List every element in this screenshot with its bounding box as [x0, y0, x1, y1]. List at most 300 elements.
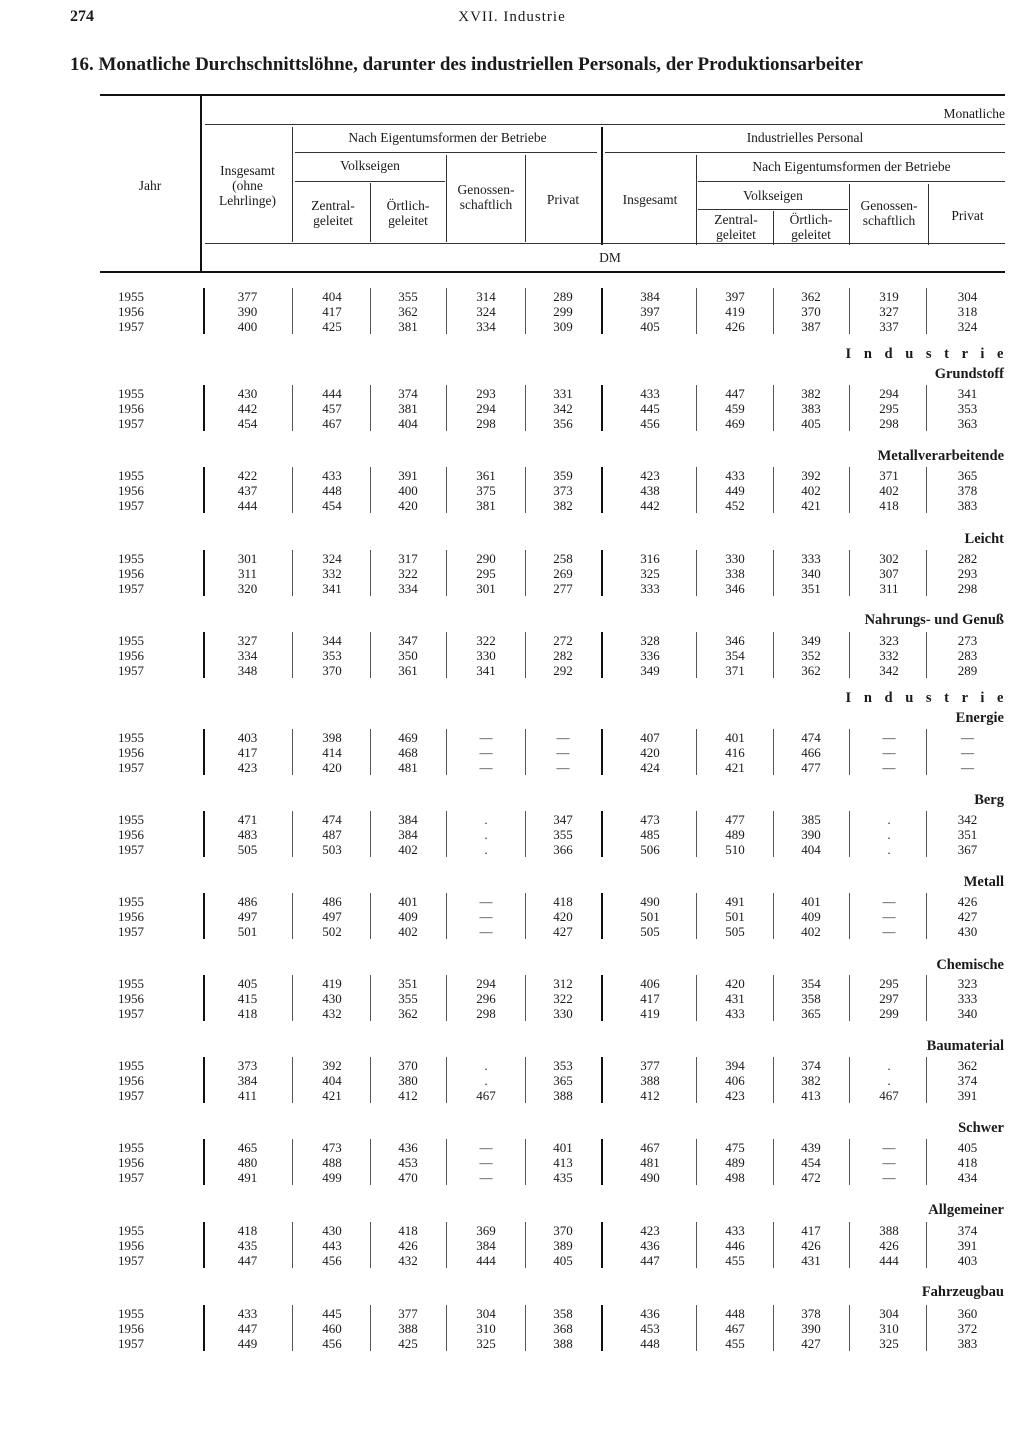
value-cell: 363 — [957, 416, 978, 431]
value-cell: 472 — [801, 1170, 821, 1185]
value-cell: — — [479, 894, 493, 909]
value-cell: 427 — [957, 909, 978, 924]
value-cell: 362 — [957, 1058, 978, 1073]
value-cell: 420 — [640, 745, 660, 760]
table-row — [0, 289, 1024, 304]
value-cell: 350 — [398, 648, 418, 663]
value-cell: 384 — [398, 827, 418, 842]
value-cell: 383 — [957, 1336, 978, 1351]
value-cell: 454 — [801, 1155, 821, 1170]
value-cell: 505 — [640, 924, 660, 939]
value-cell: 435 — [237, 1238, 258, 1253]
value-cell: 402 — [801, 483, 821, 498]
value-cell: 328 — [640, 633, 660, 648]
value-cell: . — [484, 812, 488, 827]
value-cell: 449 — [725, 483, 745, 498]
table-row — [0, 1170, 1024, 1185]
value-cell: 390 — [801, 1321, 821, 1336]
data-block — [0, 812, 1024, 858]
value-cell: 433 — [322, 468, 342, 483]
section-label: Chemische — [936, 957, 1004, 973]
table-row — [0, 842, 1024, 857]
value-cell: 324 — [322, 551, 342, 566]
year-cell: 1957 — [118, 663, 144, 678]
header-nach-eigentum-1: Nach Eigentumsformen der Betriebe — [348, 130, 547, 145]
year-cell: 1957 — [118, 1253, 144, 1268]
value-cell: 382 — [801, 1073, 821, 1088]
table-row — [0, 304, 1024, 319]
value-cell: 333 — [640, 581, 660, 596]
value-cell: — — [882, 745, 896, 760]
value-cell: 474 — [322, 812, 342, 827]
value-cell: 322 — [398, 566, 418, 581]
value-cell: 390 — [237, 304, 258, 319]
section-label: Fahrzeugbau — [921, 1284, 1004, 1300]
value-cell: 510 — [725, 842, 745, 857]
value-cell: 334 — [237, 648, 258, 663]
value-cell: 374 — [801, 1058, 821, 1073]
header-zentral-2: Zentral-geleitet — [714, 212, 758, 242]
value-cell: 289 — [957, 663, 978, 678]
value-cell: 344 — [322, 633, 342, 648]
value-cell: 401 — [801, 894, 821, 909]
value-cell: 282 — [553, 648, 573, 663]
year-cell: 1957 — [118, 1006, 144, 1021]
table-row — [0, 991, 1024, 1006]
value-cell: 373 — [553, 483, 573, 498]
table-row — [0, 812, 1024, 827]
value-cell: 375 — [476, 483, 496, 498]
header-vline — [696, 155, 697, 245]
value-cell: 304 — [879, 1306, 899, 1321]
value-cell: 325 — [476, 1336, 496, 1351]
value-cell: 439 — [801, 1140, 821, 1155]
year-cell: 1956 — [118, 483, 144, 498]
value-cell: 412 — [640, 1088, 660, 1103]
value-cell: 431 — [725, 991, 745, 1006]
table-row — [0, 498, 1024, 513]
value-cell: 481 — [398, 760, 418, 775]
value-cell: 412 — [398, 1088, 418, 1103]
value-cell: 453 — [398, 1155, 418, 1170]
value-cell: 501 — [237, 924, 258, 939]
value-cell: 501 — [725, 909, 745, 924]
value-cell: 341 — [957, 386, 978, 401]
table-row — [0, 319, 1024, 334]
value-cell: 423 — [237, 760, 258, 775]
value-cell: 384 — [476, 1238, 496, 1253]
year-cell: 1955 — [118, 976, 144, 991]
value-cell: 314 — [476, 289, 496, 304]
section-label: Metall — [963, 874, 1004, 890]
value-cell: — — [882, 924, 896, 939]
value-cell: 433 — [725, 1006, 745, 1021]
value-cell: 497 — [237, 909, 258, 924]
header-vline — [446, 155, 447, 242]
value-cell: . — [484, 1073, 488, 1088]
value-cell: — — [479, 1155, 493, 1170]
year-cell: 1956 — [118, 1073, 144, 1088]
value-cell: 417 — [640, 991, 660, 1006]
header-line-4 — [605, 152, 1005, 153]
value-cell: 310 — [879, 1321, 899, 1336]
value-cell: 355 — [398, 289, 418, 304]
value-cell: 403 — [237, 730, 258, 745]
value-cell: 490 — [640, 1170, 660, 1185]
value-cell: 447 — [640, 1253, 660, 1268]
table-row — [0, 663, 1024, 678]
header-privat-1: Privat — [546, 192, 580, 207]
value-cell: 355 — [553, 827, 573, 842]
header-vline — [525, 155, 526, 242]
section-sublabel: Energie — [955, 710, 1004, 726]
year-cell: 1956 — [118, 566, 144, 581]
value-cell: 436 — [640, 1306, 660, 1321]
value-cell: 352 — [801, 648, 821, 663]
value-cell: 445 — [640, 401, 660, 416]
year-cell: 1956 — [118, 304, 144, 319]
value-cell: 356 — [553, 416, 573, 431]
value-cell: 430 — [957, 924, 978, 939]
table-row — [0, 566, 1024, 581]
section-label: Metallverarbeitende — [877, 448, 1004, 464]
value-cell: 457 — [322, 401, 342, 416]
value-cell: 417 — [322, 304, 342, 319]
value-cell: 336 — [640, 648, 660, 663]
value-cell: 330 — [553, 1006, 573, 1021]
data-block — [0, 894, 1024, 940]
value-cell: 418 — [957, 1155, 978, 1170]
header-privat-2: Privat — [951, 208, 984, 223]
header-bottom-rule — [100, 271, 1005, 273]
value-cell: 444 — [322, 386, 342, 401]
value-cell: 269 — [553, 566, 573, 581]
value-cell: 400 — [398, 483, 418, 498]
table-row — [0, 468, 1024, 483]
value-cell: 426 — [725, 319, 745, 334]
table-row — [0, 581, 1024, 596]
value-cell: 381 — [398, 401, 418, 416]
value-cell: 365 — [553, 1073, 573, 1088]
header-vline — [849, 184, 850, 245]
value-cell: 473 — [322, 1140, 342, 1155]
value-cell: 409 — [398, 909, 418, 924]
value-cell: 359 — [553, 468, 573, 483]
value-cell: 467 — [879, 1088, 899, 1103]
value-cell: 418 — [398, 1223, 418, 1238]
value-cell: 498 — [725, 1170, 745, 1185]
value-cell: 397 — [640, 304, 660, 319]
value-cell: 310 — [476, 1321, 496, 1336]
table-row — [0, 1306, 1024, 1321]
value-cell: 444 — [476, 1253, 496, 1268]
data-block — [0, 976, 1024, 1022]
table-row — [0, 1155, 1024, 1170]
value-cell: 347 — [553, 812, 573, 827]
value-cell: 405 — [801, 416, 821, 431]
value-cell: 381 — [476, 498, 496, 513]
value-cell: 426 — [957, 894, 978, 909]
value-cell: 258 — [553, 551, 573, 566]
value-cell: 490 — [640, 894, 660, 909]
value-cell: 318 — [957, 304, 978, 319]
value-cell: 309 — [553, 319, 573, 334]
year-cell: 1955 — [118, 894, 144, 909]
header-line-2 — [295, 152, 597, 153]
table-row — [0, 1253, 1024, 1268]
value-cell: — — [479, 730, 493, 745]
value-cell: 467 — [476, 1088, 496, 1103]
table-row — [0, 1088, 1024, 1103]
value-cell: 283 — [957, 648, 978, 663]
value-cell: 299 — [553, 304, 573, 319]
value-cell: 294 — [879, 386, 899, 401]
value-cell: 387 — [801, 319, 821, 334]
value-cell: 406 — [725, 1073, 745, 1088]
table-row — [0, 416, 1024, 431]
value-cell: 402 — [879, 483, 899, 498]
value-cell: 420 — [398, 498, 418, 513]
value-cell: 384 — [237, 1073, 258, 1088]
value-cell: 467 — [322, 416, 342, 431]
value-cell: 293 — [476, 386, 496, 401]
year-cell: 1955 — [118, 633, 144, 648]
value-cell: 362 — [801, 663, 821, 678]
table-row — [0, 976, 1024, 991]
value-cell: 430 — [322, 1223, 342, 1238]
value-cell: 433 — [725, 1223, 745, 1238]
value-cell: 388 — [553, 1336, 573, 1351]
value-cell: — — [479, 909, 493, 924]
value-cell: 323 — [879, 633, 899, 648]
value-cell: — — [556, 745, 570, 760]
value-cell: 425 — [322, 319, 342, 334]
value-cell: 453 — [640, 1321, 660, 1336]
value-cell: — — [479, 924, 493, 939]
value-cell: 427 — [553, 924, 573, 939]
value-cell: 433 — [725, 468, 745, 483]
value-cell: 382 — [801, 386, 821, 401]
value-cell: 469 — [398, 730, 418, 745]
year-cell: 1957 — [118, 1088, 144, 1103]
header-oertlich-1: Örtlich-geleitet — [386, 198, 430, 228]
header-genossen-2: Genossen-schaftlich — [860, 198, 918, 228]
year-cell: 1955 — [118, 730, 144, 745]
value-cell: 365 — [957, 468, 978, 483]
value-cell: 366 — [553, 842, 573, 857]
table-row — [0, 1321, 1024, 1336]
value-cell: 340 — [957, 1006, 978, 1021]
value-cell: 338 — [725, 566, 745, 581]
value-cell: 506 — [640, 842, 660, 857]
value-cell: 370 — [553, 1223, 573, 1238]
value-cell: 419 — [640, 1006, 660, 1021]
value-cell: 388 — [640, 1073, 660, 1088]
value-cell: . — [887, 1073, 891, 1088]
value-cell: 501 — [640, 909, 660, 924]
value-cell: 418 — [553, 894, 573, 909]
value-cell: 505 — [725, 924, 745, 939]
page-number: 274 — [70, 8, 94, 25]
year-cell: 1955 — [118, 386, 144, 401]
value-cell: 489 — [725, 827, 745, 842]
table-row — [0, 760, 1024, 775]
value-cell: 418 — [879, 498, 899, 513]
value-cell: 307 — [879, 566, 899, 581]
value-cell: 383 — [801, 401, 821, 416]
value-cell: 423 — [640, 1223, 660, 1238]
value-cell: 297 — [879, 991, 899, 1006]
value-cell: 377 — [237, 289, 258, 304]
value-cell: 349 — [801, 633, 821, 648]
value-cell: 455 — [725, 1253, 745, 1268]
value-cell: 436 — [640, 1238, 660, 1253]
value-cell: 488 — [322, 1155, 342, 1170]
value-cell: — — [961, 745, 974, 760]
data-block — [0, 468, 1024, 514]
header-line-1 — [205, 124, 1005, 125]
value-cell: 371 — [879, 468, 899, 483]
value-cell: 374 — [398, 386, 418, 401]
header-divider-year-lower — [200, 244, 202, 273]
table-row — [0, 551, 1024, 566]
value-cell: 381 — [398, 319, 418, 334]
value-cell: 355 — [398, 991, 418, 1006]
value-cell: 340 — [801, 566, 821, 581]
value-cell: 447 — [725, 386, 745, 401]
value-cell: 468 — [398, 745, 418, 760]
value-cell: 449 — [237, 1336, 258, 1351]
value-cell: 349 — [640, 663, 660, 678]
year-cell: 1956 — [118, 827, 144, 842]
value-cell: 295 — [476, 566, 496, 581]
value-cell: 361 — [476, 468, 496, 483]
value-cell: 334 — [476, 319, 496, 334]
value-cell: 486 — [322, 894, 342, 909]
value-cell: 448 — [640, 1336, 660, 1351]
data-block — [0, 551, 1024, 597]
value-cell: 293 — [957, 566, 978, 581]
value-cell: 341 — [322, 581, 342, 596]
value-cell: 432 — [322, 1006, 342, 1021]
value-cell: 502 — [322, 924, 342, 939]
value-cell: — — [882, 894, 896, 909]
value-cell: 469 — [725, 416, 745, 431]
table-row — [0, 401, 1024, 416]
value-cell: 405 — [553, 1253, 573, 1268]
value-cell: 424 — [640, 760, 660, 775]
table-title: 16. Monatliche Durchschnittslöhne, darunter des industriellen Personals, der Produktionsarbeiter — [70, 54, 863, 75]
value-cell: 447 — [237, 1321, 258, 1336]
value-cell: 430 — [322, 991, 342, 1006]
value-cell: 404 — [801, 842, 821, 857]
value-cell: 333 — [801, 551, 821, 566]
value-cell: 388 — [398, 1321, 418, 1336]
value-cell: 282 — [957, 551, 978, 566]
value-cell: 331 — [553, 386, 573, 401]
year-cell: 1955 — [118, 468, 144, 483]
value-cell: 427 — [801, 1336, 821, 1351]
year-cell: 1955 — [118, 812, 144, 827]
year-cell: 1957 — [118, 581, 144, 596]
header-line-3 — [295, 181, 445, 182]
value-cell: 295 — [879, 976, 899, 991]
section-label: Nahrungs- und Genuß — [864, 612, 1004, 628]
value-cell: 414 — [322, 745, 342, 760]
value-cell: 416 — [725, 745, 745, 760]
value-cell: 333 — [957, 991, 978, 1006]
value-cell: 413 — [553, 1155, 573, 1170]
value-cell: 312 — [553, 976, 573, 991]
value-cell: 404 — [322, 1073, 342, 1088]
value-cell: . — [484, 827, 488, 842]
section-label: I n d u s t r i e — [845, 690, 1008, 706]
value-cell: 459 — [725, 401, 745, 416]
section-label: Leicht — [964, 531, 1004, 547]
header-volkseigen-1: Volkseigen — [340, 158, 400, 173]
value-cell: 294 — [476, 401, 496, 416]
value-cell: 436 — [398, 1140, 418, 1155]
table-row — [0, 730, 1024, 745]
value-cell: 362 — [398, 1006, 418, 1021]
chapter-title: XVII. Industrie — [458, 9, 566, 25]
value-cell: 342 — [879, 663, 899, 678]
value-cell: 292 — [553, 663, 573, 678]
value-cell: 486 — [237, 894, 258, 909]
value-cell: 369 — [476, 1223, 496, 1238]
value-cell: 442 — [237, 401, 258, 416]
value-cell: 417 — [237, 745, 258, 760]
data-block — [0, 289, 1024, 335]
value-cell: 301 — [237, 551, 258, 566]
header-line-6 — [698, 209, 848, 210]
value-cell: 397 — [725, 289, 745, 304]
unit-dm: DM — [599, 250, 621, 265]
value-cell: 380 — [398, 1073, 418, 1088]
value-cell: 467 — [725, 1321, 745, 1336]
value-cell: 371 — [725, 663, 745, 678]
value-cell: 477 — [725, 812, 745, 827]
value-cell: 382 — [553, 498, 573, 513]
value-cell: 445 — [322, 1306, 342, 1321]
section-label: I n d u s t r i e — [845, 346, 1008, 362]
value-cell: 388 — [553, 1088, 573, 1103]
section-label: Baumaterial — [926, 1038, 1004, 1054]
value-cell: 417 — [801, 1223, 821, 1238]
value-cell: 405 — [957, 1140, 978, 1155]
value-cell: 368 — [553, 1321, 573, 1336]
value-cell: 403 — [957, 1253, 978, 1268]
section-label: Schwer — [958, 1120, 1004, 1136]
value-cell: . — [887, 812, 891, 827]
value-cell: 433 — [640, 386, 660, 401]
value-cell: 323 — [957, 976, 978, 991]
value-cell: 354 — [725, 648, 745, 663]
value-cell: 481 — [640, 1155, 660, 1170]
table-row — [0, 633, 1024, 648]
table-row — [0, 1223, 1024, 1238]
value-cell: 470 — [398, 1170, 418, 1185]
value-cell: 320 — [237, 581, 258, 596]
value-cell: 404 — [398, 416, 418, 431]
value-cell: 304 — [957, 289, 978, 304]
value-cell: 505 — [237, 842, 258, 857]
table-row — [0, 924, 1024, 939]
year-cell: 1957 — [118, 1170, 144, 1185]
value-cell: 454 — [322, 498, 342, 513]
table-row — [0, 1073, 1024, 1088]
value-cell: 398 — [322, 730, 342, 745]
